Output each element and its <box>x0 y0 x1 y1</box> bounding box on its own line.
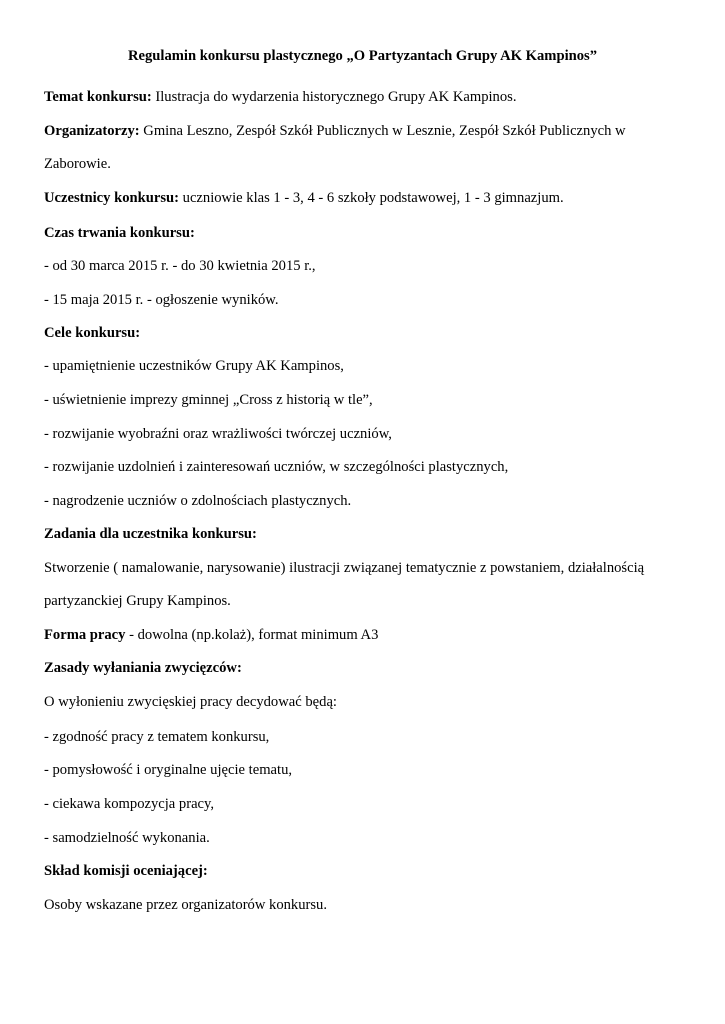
text-line <box>44 592 231 610</box>
line-text: - nagrodzenie uczniów o zdolnościach plastycznych. <box>44 493 352 509</box>
line-text: - upamiętnienie uczestników Grupy AK Kampinos, <box>44 358 344 374</box>
text-line <box>44 761 292 779</box>
text-line <box>44 728 269 746</box>
text-line <box>44 189 564 207</box>
line-text: - rozwijanie uzdolnień i zainteresowań uczniów, w szczególności plastycznych, <box>44 459 509 475</box>
line-text: O wyłonieniu zwycięskiej pracy decydować będą: <box>44 694 337 710</box>
text-line <box>44 458 508 476</box>
text-line <box>44 659 242 677</box>
text-line <box>44 357 344 375</box>
text-line <box>44 693 337 711</box>
line-text: uczniowie klas 1 - 3, 4 - 6 szkoły podstawowej, 1 - 3 gimnazjum. <box>179 190 564 206</box>
line-text: - zgodność pracy z tematem konkursu, <box>44 729 270 745</box>
section-heading: Uczestnicy konkursu: <box>44 190 179 206</box>
section-heading: Organizatorzy: <box>44 123 140 139</box>
line-text: Stworzenie ( namalowanie, narysowanie) ilustracji związanej tematycznie z powstaniem, działalnością <box>44 560 645 576</box>
line-text: - od 30 marca 2015 r. - do 30 kwietnia 2015 r., <box>44 258 316 274</box>
text-line <box>44 425 392 443</box>
text-line <box>44 896 327 914</box>
line-text: - pomysłowość i oryginalne ujęcie tematu, <box>44 762 293 778</box>
section-heading: Zadania dla uczestnika konkursu: <box>44 526 257 542</box>
line-text: Ilustracja do wydarzenia historycznego Grupy AK Kampinos. <box>151 89 517 105</box>
section-heading: Temat konkursu: <box>44 89 152 105</box>
line-text: - samodzielność wykonania. <box>44 830 210 846</box>
text-line <box>44 88 516 106</box>
text-line <box>44 795 214 813</box>
document-title: Regulamin konkursu plastycznego „O Partyzantach Grupy AK Kampinos” <box>127 48 598 64</box>
section-heading: Cele konkursu: <box>44 325 141 341</box>
line-text: Zaborowie. <box>44 156 111 172</box>
text-line <box>44 525 257 543</box>
text-line <box>44 155 111 173</box>
text-line <box>44 626 378 644</box>
text-line <box>44 257 316 275</box>
line-text: Gmina Leszno, Zespół Szkół Publicznych w Lesznie, Zespół Szkół Publicznych w <box>139 123 626 139</box>
section-heading: Skład komisji oceniającej: <box>44 863 208 879</box>
text-line <box>44 324 140 342</box>
line-text: Osoby wskazane przez organizatorów konkursu. <box>44 897 328 913</box>
line-text: partyzanckiej Grupy Kampinos. <box>44 593 231 609</box>
text-line <box>44 391 373 409</box>
text-line <box>44 224 195 242</box>
text-line <box>44 862 208 880</box>
line-text: - uświetnienie imprezy gminnej „Cross z historią w tle”, <box>44 392 373 408</box>
text-line <box>44 559 644 577</box>
section-heading: Forma pracy <box>44 627 126 643</box>
text-line <box>44 291 279 309</box>
line-text: - ciekawa kompozycja pracy, <box>44 796 215 812</box>
text-line <box>44 492 351 510</box>
section-heading: Czas trwania konkursu: <box>44 225 195 241</box>
line-text: - rozwijanie wyobraźni oraz wrażliwości twórczej uczniów, <box>44 426 392 442</box>
line-text: - 15 maja 2015 r. - ogłoszenie wyników. <box>44 292 279 308</box>
text-line <box>44 122 626 140</box>
text-line <box>44 829 210 847</box>
line-text: - dowolna (np.kolaż), format minimum A3 <box>125 627 379 643</box>
section-heading: Zasady wyłaniania zwycięzców: <box>44 660 242 676</box>
